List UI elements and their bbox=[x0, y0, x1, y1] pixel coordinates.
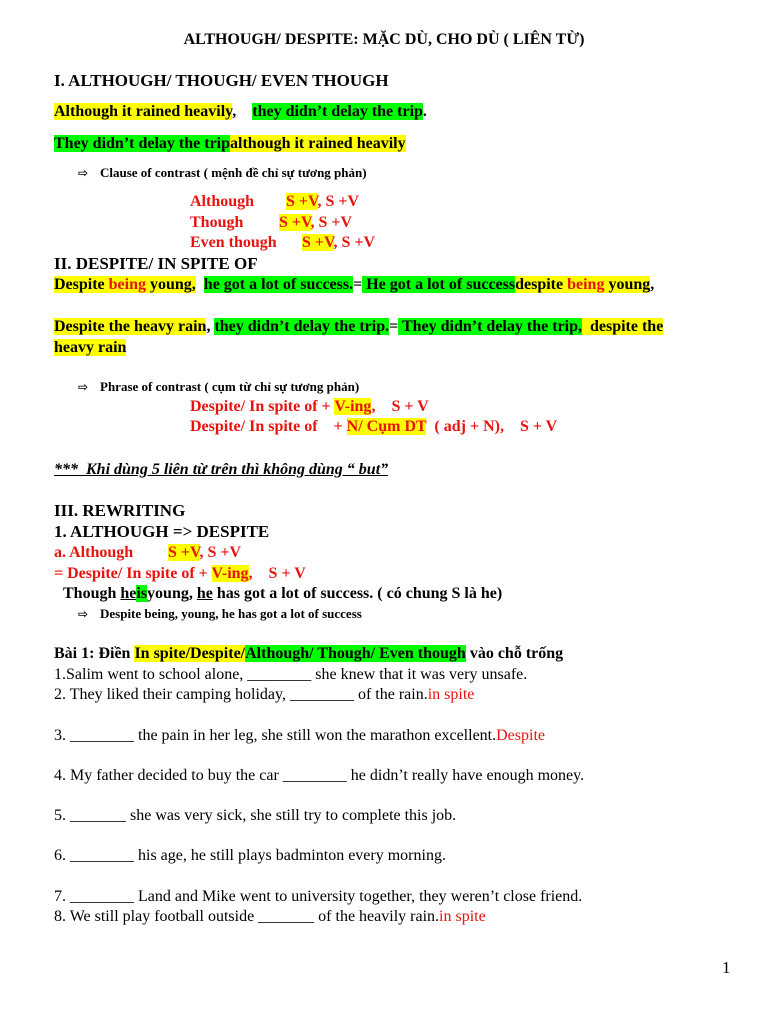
formula-despite-noun: Despite/ In spite of + N/ Cụm DT ( adj + N), S + V bbox=[190, 418, 558, 435]
subject-underlined: he bbox=[196, 585, 213, 602]
answer-8: in spite bbox=[439, 908, 486, 925]
answer-3: Despite bbox=[496, 727, 545, 744]
formula-a-although: a. Although S +V, S +V bbox=[54, 544, 242, 561]
answer-2: in spite bbox=[427, 686, 475, 703]
question-4: 4. My father decided to buy the car ________ he didn’t really have enough money. bbox=[54, 767, 585, 784]
arrow-right-icon: ⇨ bbox=[78, 607, 89, 621]
section-3-heading: III. REWRITING bbox=[54, 501, 186, 520]
arrow-right-icon: ⇨ bbox=[78, 166, 89, 180]
highlight-options: Although/ Though/ Even though bbox=[245, 645, 466, 662]
rewriting-subheading: 1. ALTHOUGH => DESPITE bbox=[54, 522, 270, 541]
highlight-phrase: despite the bbox=[581, 318, 664, 335]
highlight-clause: He got a lot of success bbox=[362, 276, 516, 293]
highlight-clause: he got a lot of success. bbox=[203, 276, 354, 293]
question-1: 1.Salim went to school alone, ________ she knew that it was very unsafe. bbox=[54, 666, 528, 683]
arrow-right-icon: ⇨ bbox=[78, 380, 89, 394]
example-despite-2-cont bbox=[54, 338, 126, 358]
section-1-heading: I. ALTHOUGH/ THOUGH/ EVEN THOUGH bbox=[54, 71, 389, 90]
highlight-clause: They didn’t delay the trip, bbox=[398, 318, 582, 335]
formula-eq-despite: = Despite/ In spite of + V-ing, S + V bbox=[54, 565, 306, 582]
highlight-ving: V-ing bbox=[334, 398, 372, 415]
highlight-clause: they didn’t delay the trip bbox=[252, 103, 423, 120]
highlight-sv: S +V bbox=[168, 544, 200, 561]
question-8: 8. We still play football outside _______ of the heavily rain.in spite bbox=[54, 908, 486, 925]
section-2-heading: II. DESPITE/ IN SPITE OF bbox=[54, 254, 258, 273]
formula-although: Although S +V, S +V bbox=[190, 193, 360, 210]
formula-despite-ving: Despite/ In spite of + V-ing, S + V bbox=[190, 398, 429, 415]
highlight-clause: they didn’t delay the trip. bbox=[214, 318, 390, 335]
note-phrase-of-contrast: ⇨ Phrase of contrast ( cụm từ chỉ sự tương phản) bbox=[78, 377, 359, 397]
highlight-sv: S +V bbox=[286, 193, 318, 210]
highlight-verb: is bbox=[136, 585, 148, 602]
question-2: 2. They liked their camping holiday, ________ of the rain.in spite bbox=[54, 686, 475, 703]
example-although-1: Although it rained heavily, they didn’t delay the trip. bbox=[54, 103, 427, 120]
rewriting-example: Though heisyoung, he has got a lot of success. ( có chung S là he) bbox=[63, 585, 503, 602]
warning-no-but: *** Khi dùng 5 liên từ trên thì không dùng “ but” bbox=[54, 461, 389, 478]
highlight-clause: Although it rained heavily bbox=[54, 103, 233, 120]
page-title: ALTHOUGH/ DESPITE: MẶC DÙ, CHO DÙ ( LIÊN TỪ) bbox=[183, 31, 585, 48]
question-3: 3. ________ the pain in her leg, she still won the marathon excellent.Despite bbox=[54, 727, 545, 744]
highlight-sv: S +V bbox=[279, 214, 311, 231]
highlight-noun: N/ Cụm DT bbox=[346, 418, 427, 435]
formula-though: Though S +V, S +V bbox=[190, 214, 353, 231]
example-despite-2: Despite the heavy rain, they didn’t delay the trip.= They didn’t delay the trip, despite the bbox=[54, 318, 664, 335]
highlight-phrase: heavy rain bbox=[54, 339, 127, 356]
highlight-sv: S +V bbox=[302, 234, 334, 251]
highlight-options: In spite/Despite/ bbox=[134, 645, 246, 662]
highlight-clause: They didn’t delay the trip bbox=[54, 135, 231, 152]
highlight-ving: V-ing bbox=[211, 565, 249, 582]
note-clause-of-contrast: ⇨ Clause of contrast ( mệnh đề chỉ sự tương phản) bbox=[78, 163, 367, 183]
exercise-title: Bài 1: Điền In spite/Despite/Although/ Though/ Even though vào chỗ trống bbox=[54, 645, 564, 662]
highlight-phrase: Despite the heavy rain bbox=[54, 318, 207, 335]
example-despite-1: Despite being young, he got a lot of success.= He got a lot of successdespite being young, bbox=[54, 276, 655, 293]
example-although-2 bbox=[54, 134, 406, 154]
question-5: 5. _______ she was very sick, she still try to complete this job. bbox=[54, 807, 457, 824]
question-6: 6. ________ his age, he still plays badminton every morning. bbox=[54, 847, 446, 864]
question-7: 7. ________ Land and Mike went to university together, they weren’t close friend. bbox=[54, 888, 583, 905]
highlight-clause: although it rained heavily bbox=[230, 135, 406, 152]
rewriting-example-answer: ⇨ Despite being, young, he has got a lot of success bbox=[78, 604, 362, 624]
subject-underlined: he bbox=[120, 585, 137, 602]
formula-even-though: Even though S +V, S +V bbox=[190, 234, 376, 251]
page-number: 1 bbox=[722, 958, 731, 977]
